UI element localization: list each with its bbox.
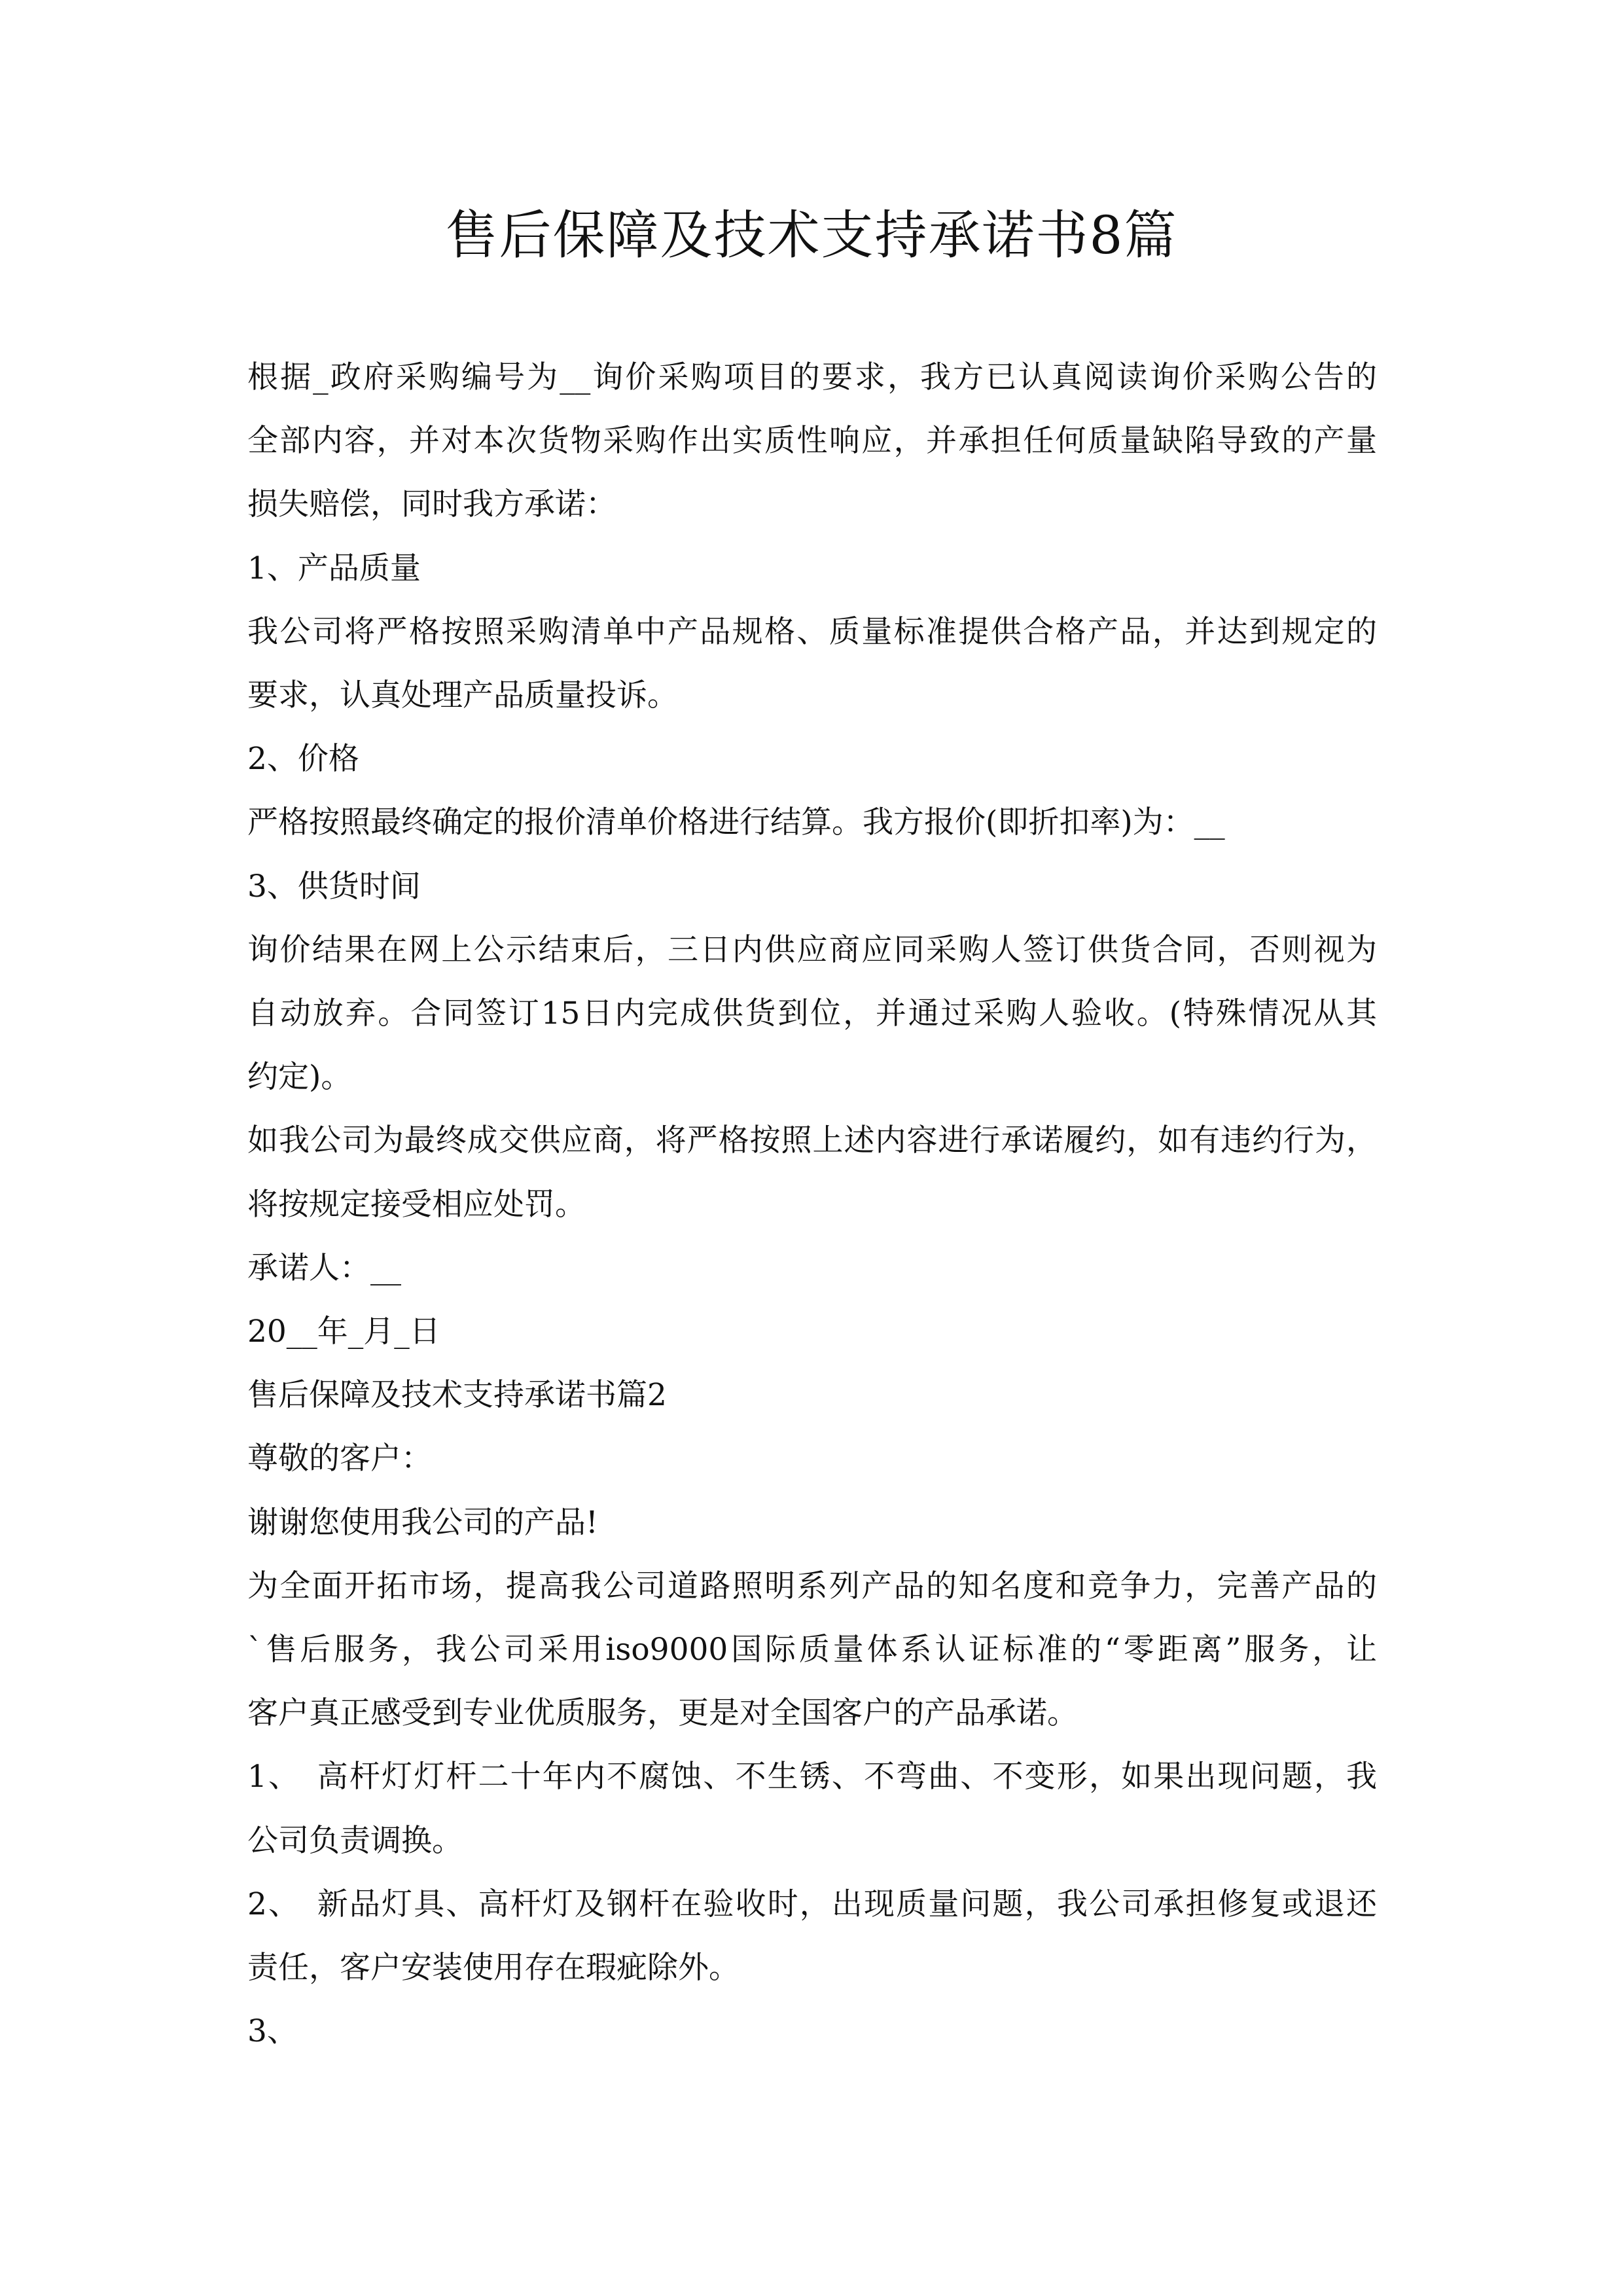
text-line: 损失赔偿，同时我方承诺： (247, 486, 616, 523)
text-line: 售后保障及技术支持承诺书篇2 (247, 1377, 667, 1414)
paragraph (247, 1300, 1377, 1363)
paragraph (247, 727, 1377, 791)
paragraph (247, 918, 1377, 1109)
text-line: 2、价格 (247, 741, 359, 778)
paragraph (247, 537, 1377, 600)
paragraph (247, 1427, 1377, 1490)
text-line: 全部内容，并对本次货物采购作出实质性响应，并承担任何质量缺陷导致的产量 (247, 423, 1377, 459)
text-line: 承诺人：__ (247, 1249, 401, 1286)
text-line: 公司负责调换。 (247, 1822, 463, 1859)
document-body (247, 346, 1377, 2063)
text-line: 我公司将严格按照采购清单中产品规格、质量标准提供合格产品，并达到规定的 (247, 613, 1377, 650)
text-line: 约定)。 (247, 1059, 352, 1096)
text-line: 谢谢您使用我公司的产品! (247, 1504, 598, 1541)
paragraph (247, 2000, 1377, 2063)
paragraph (247, 1554, 1377, 1746)
text-line: 责任，客户安装使用存在瑕疵除外。 (247, 1950, 740, 1986)
text-line: 询价结果在网上公示结束后，三日内供应商应同采购人签订供货合同，否则视为 (247, 931, 1377, 968)
paragraph (247, 600, 1377, 727)
text-line: 如我公司为最终成交供应商，将严格按照上述内容进行承诺履约，如有违约行为， (247, 1122, 1377, 1159)
text-line: 1、 高杆灯灯杆二十年内不腐蚀、不生锈、不弯曲、不变形，如果出现问题，我 (247, 1759, 1377, 1795)
paragraph (247, 346, 1377, 537)
text-line: 1、产品质量 (247, 550, 421, 586)
text-line: 严格按照最终确定的报价清单价格进行结算。我方报价(即折扣率)为：__ (247, 804, 1225, 841)
text-line: 为全面开拓市场，提高我公司道路照明系列产品的知名度和竞争力，完善产品的 (247, 1568, 1377, 1604)
text-line: `售后服务，我公司采用iso9000国际质量体系认证标准的“零距离”服务，让 (247, 1632, 1377, 1668)
text-line: 根据_政府采购编号为__询价采购项目的要求，我方已认真阅读询价采购公告的 (247, 359, 1377, 395)
text-line: 客户真正感受到专业优质服务，更是对全国客户的产品承诺。 (247, 1695, 1078, 1732)
text-line: 3、供货时间 (247, 868, 421, 905)
paragraph (247, 1109, 1377, 1236)
text-line: 2、 新品灯具、高杆灯及钢杆在验收时，出现质量问题，我公司承担修复或退还 (247, 1886, 1377, 1922)
paragraph (247, 1363, 1377, 1427)
paragraph (247, 1491, 1377, 1554)
text-line: 3、 (247, 2013, 298, 2050)
text-line: 将按规定接受相应处罚。 (247, 1186, 586, 1223)
paragraph (247, 1236, 1377, 1300)
document-title: 售后保障及技术支持承诺书8篇 (445, 205, 1178, 266)
text-line: 20__年_月_日 (247, 1314, 440, 1350)
paragraph (247, 855, 1377, 918)
text-line: 自动放弃。合同签订15日内完成供货到位，并通过采购人验收。(特殊情况从其 (247, 996, 1377, 1032)
paragraph (247, 791, 1377, 854)
text-line: 尊敬的客户： (247, 1441, 432, 1477)
paragraph (247, 1873, 1377, 2000)
paragraph (247, 1745, 1377, 1872)
text-line: 要求，认真处理产品质量投诉。 (247, 677, 678, 714)
